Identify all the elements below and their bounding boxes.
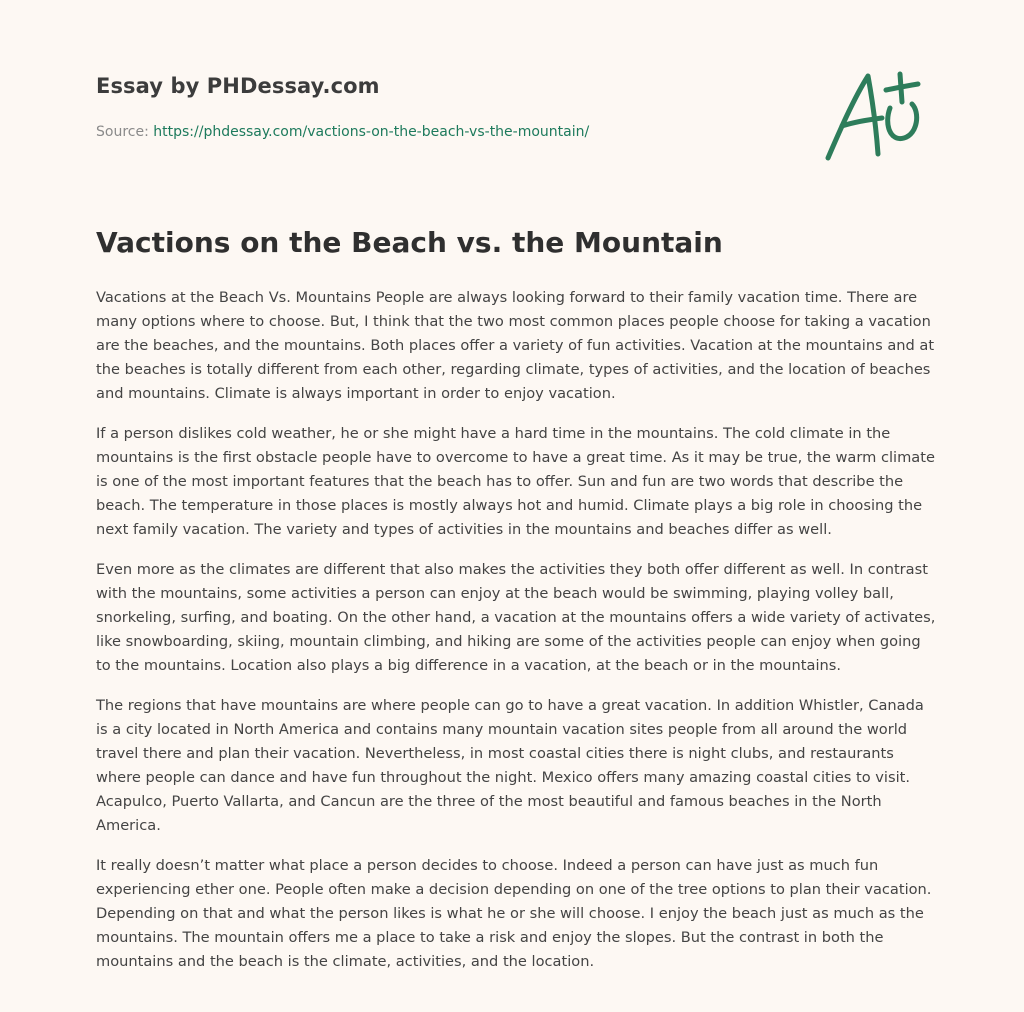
brand-title: Essay by PHDessay.com [96,74,380,98]
article-paragraph: Vacations at the Beach Vs. Mountains People are always looking forward to their family vacation time. There are many options where to choose. But, I think that the two most common places people choose for taking a vacation are the beaches, and the mountains. Both places offer a variety of fun activities. Vacation at the mountains and at the beaches is totally different from each other, regarding climate, types of activities, and the location of beaches and mountains. Climate is always important in order to enjoy vacation. [96,289,935,402]
page-header [96,74,796,140]
source-line [96,124,589,140]
source-link[interactable]: https://phdessay.com/vactions-on-the-beach-vs-the-mountain/ [153,124,590,140]
article-paragraph: It really doesn’t matter what place a person decides to choose. Indeed a person can have just as much fun experiencing ether one. People often make a decision depending on one of the tree options to plan their vacation. Depending on that and what the person likes is what he or she will choose. I enjoy the beach just as much as the mountains. The mountain offers me a place to take a risk and enjoy the slopes. But the contrast in both the mountains and the beach is the climate, activities, and the location. [96,857,932,970]
article-title: Vactions on the Beach vs. the Mountain [96,226,723,259]
article-paragraph: Even more as the climates are different that also makes the activities they both offer different as well. In contrast with the mountains, some activities a person can enjoy at the beach would be swimming, playing volley ball, snorkeling, surfing, and boating. On the other hand, a vacation at the mountains offers a wide variety of activates, like snowboarding, skiing, mountain climbing, and hiking are some of the activities people can enjoy when going to the mountains. Location also plays a big difference in a vacation, at the beach or in the mountains. [96,561,936,674]
article-paragraph: The regions that have mountains are where people can go to have a great vacation. In addition Whistler, Canada is a city located in North America and contains many mountain vacation sites people from all around the world travel there and plan their vacation. Nevertheless, in most coastal cities there is night clubs, and restaurants where people can dance and have fun throughout the night. Mexico offers many amazing coastal cities to visit. Acapulco, Puerto Vallarta, and Cancun are the three of the most beautiful and famous beaches in the North America. [96,697,924,834]
article-body [96,286,936,990]
source-label: Source: [96,124,149,140]
a-plus-grade-icon [820,68,930,164]
article-paragraph: If a person dislikes cold weather, he or she might have a hard time in the mountains. The cold climate in the mountains is the first obstacle people have to overcome to have a great time. As it may be true, the warm climate is one of the most important features that the beach has to offer. Sun and fun are two words that describe the beach. The temperature in those places is mostly always hot and humid. Climate plays a big role in choosing the next family vacation. The variety and types of activities in the mountains and beaches differ as well. [96,425,935,538]
